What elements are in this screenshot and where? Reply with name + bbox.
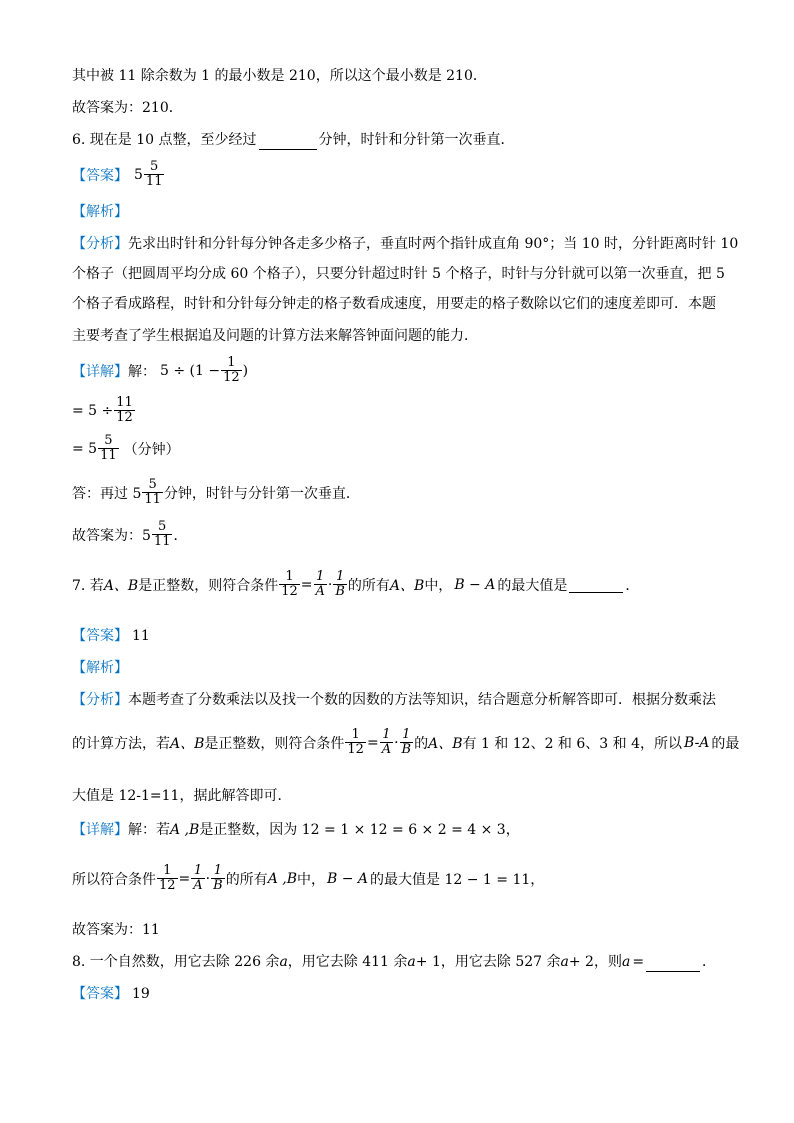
fraction: $\frac{1}{12}$ xyxy=(159,863,176,894)
answer-tag: 【答案】 xyxy=(72,167,128,184)
q8-answer-blank xyxy=(646,955,700,972)
fraction: $\frac{1}{12}$ xyxy=(347,727,364,758)
fraction: $\frac{1}{B}$ xyxy=(335,569,345,600)
fraction: $\frac{1}{A}$ xyxy=(193,863,203,894)
analysis-tag: 【解析】 xyxy=(72,660,128,676)
q7-answer: 【答案】 11 xyxy=(72,628,150,644)
q7-fenxi-3: 大值是 12-1=11，据此解答即可． xyxy=(72,788,292,804)
q7-answer-blank xyxy=(569,576,623,593)
fraction: $\frac{1}{12}$ xyxy=(223,355,240,386)
prev-answer-line: 故答案为：210． xyxy=(72,100,183,116)
fraction: $\frac{1}{B}$ xyxy=(213,863,223,894)
q7-conclusion: 所以符合条件 $\frac{1}{12}$ = $\frac{1}{A}$ · $\frac{1}{B}$ 的所有 A ,B 中， B − A 的最大值是 12 − 1 = 11， xyxy=(72,863,545,894)
q6-stem: 6. 现在是 10 点整，至少经过 分钟，时针和分针第一次垂直． xyxy=(72,132,515,148)
prev-solution-line: 其中被 11 除余数为 1 的最小数是 210，所以这个最小数是 210． xyxy=(72,68,487,84)
fraction: $\frac{5}{11}$ xyxy=(144,477,161,508)
q6-step2: = 5 ÷ $\frac{11}{12}$ xyxy=(72,395,133,426)
q6-answer: 【答案】 5 $\frac{5}{11}$ xyxy=(72,159,163,190)
fraction: $\frac{5}{11}$ xyxy=(100,433,117,464)
q7-fenxi-1: 【分析】本题考查了分数乘法以及找一个数的因数的方法等知识，结合题意分析解答即可．根据分数乘法 xyxy=(72,692,716,708)
q8-stem: 8. 一个自然数，用它去除 226 余a，用它去除 411 余a+ 1，用它去除 527 余a+ 2，则a = ． xyxy=(72,954,717,970)
q6-step1: 【详解】 解： 5 ÷ (1 − $\frac{1}{12}$ ) xyxy=(72,355,249,386)
q6-fenxi-1: 【分析】先求出时针和分针每分钟各走多少格子，垂直时两个指针成直角 90°；当 10 时，分针距离时针 10 xyxy=(72,236,739,252)
q7-stem: 7. 若 A、B 是正整数，则符合条件 $\frac{1}{12}$ = $\frac{1}{A}$ · $\frac{1}{B}$ 的所有 A、B 中， B − A 的最大值是 ． xyxy=(72,569,640,600)
q6-reply: 答：再过 5 $\frac{5}{11}$ 分钟，时针与分针第一次垂直． xyxy=(72,477,360,508)
q6-step3: = 5 $\frac{5}{11}$ （分钟） xyxy=(72,433,180,464)
q6-answer-blank xyxy=(259,133,317,150)
q6-fenxi-3: 个格子看成路程，时针和分针每分钟走的格子数看成速度，用要走的格子数除以它们的速度差即可．本题 xyxy=(72,296,716,312)
fraction: $\frac{11}{12}$ xyxy=(116,395,133,426)
fraction: $\frac{1}{12}$ xyxy=(281,569,298,600)
q7-fenxi-2: 的计算方法，若 A、B 是正整数，则符合条件 $\frac{1}{12}$ = $\frac{1}{A}$ · $\frac{1}{B}$ 的 A、B 有 1 和 12、2 和 6、3 和 4，所以 B-A 的最 xyxy=(72,727,740,758)
fraction: $\frac{1}{A}$ xyxy=(381,727,392,758)
fraction: $\frac{5}{11}$ xyxy=(145,159,163,190)
q6-final: 故答案为：5 $\frac{5}{11}$ ． xyxy=(72,519,188,550)
q7-xiangjie: 【详解】解：若A ,B是正整数，因为 12 = 1 × 12 = 6 × 2 = 4 × 3， xyxy=(72,822,520,838)
q8-answer: 【答案】 19 xyxy=(72,986,150,1002)
q6-fenxi-2: 个格子（把圆周平均分成 60 个格子），只要分针超过时针 5 个格子，时针与分针就可以第一次垂直，把 5 xyxy=(72,266,725,282)
analysis-tag: 【解析】 xyxy=(72,204,128,220)
fraction: $\frac{1}{A}$ xyxy=(315,569,325,600)
q7-final: 故答案为：11 xyxy=(72,922,160,938)
q6-fenxi-4: 主要考查了学生根据追及问题的计算方法来解答钟面问题的能力． xyxy=(72,328,478,344)
fraction: $\frac{1}{B}$ xyxy=(401,727,412,758)
fraction: $\frac{5}{11}$ xyxy=(153,519,171,550)
